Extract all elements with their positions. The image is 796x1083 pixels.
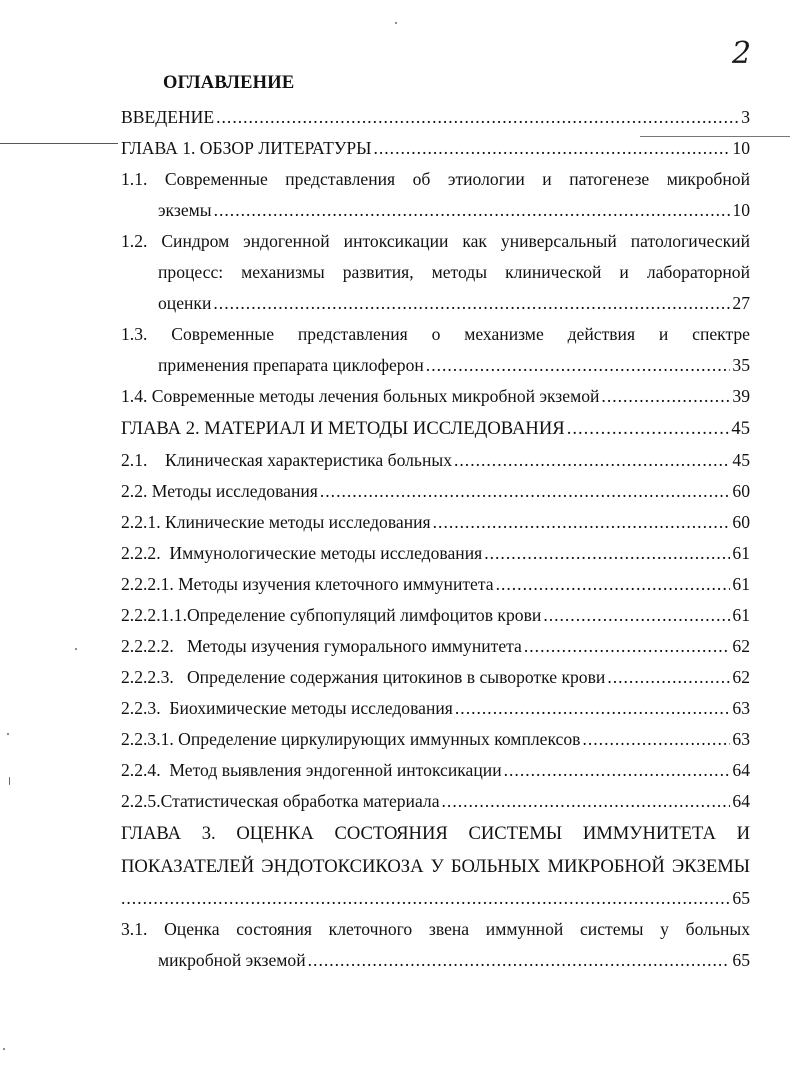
- toc-leader-dots: [320, 476, 731, 507]
- toc-leader-dots: [454, 445, 730, 476]
- toc-entry-text: 2.2.2.2. Методы изучения гуморального иммунитета: [121, 636, 522, 656]
- scan-artifact-speck: [75, 648, 77, 650]
- toc-entry-page: 60: [732, 481, 750, 501]
- toc-entry-page: 64: [732, 760, 750, 780]
- toc-entry-text-line: применения препарата циклоферон: [158, 355, 424, 375]
- toc-entry-text-line: ПОКАЗАТЕЛЕЙ ЭНДОТОКСИКОЗА У БОЛЬНЫХ МИКРОБНОЙ ЭКЗЕМЫ: [121, 856, 750, 877]
- toc-entry-2-2-4: [121, 755, 750, 786]
- toc-entry-2-2-3-1: [121, 724, 750, 755]
- toc-entry-text: 2.2.4. Метод выявления эндогенной интоксикации: [121, 760, 502, 780]
- toc-entry-page: 35: [732, 355, 750, 375]
- toc-entry-page: 64: [732, 791, 750, 811]
- table-of-contents: [121, 102, 750, 976]
- toc-entry-2-2-1: [121, 507, 750, 538]
- toc-leader-dots: [543, 600, 730, 631]
- scan-artifact-speck: [3, 1048, 5, 1050]
- toc-entry-text-line: ГЛАВА 3. ОЦЕНКА СОСТОЯНИЯ СИСТЕМЫ ИММУНИТЕТА И: [121, 823, 750, 844]
- toc-entry-text-line: процесс: механизмы развития, методы клинической и лабораторной: [158, 262, 750, 282]
- toc-entry-text-line: оценки: [158, 293, 212, 313]
- toc-entry-page: 45: [732, 450, 750, 470]
- toc-entry-page: 39: [732, 386, 750, 406]
- toc-entry-2-1: [121, 445, 750, 476]
- toc-leader-dots: [601, 381, 730, 412]
- toc-leader-dots: [121, 883, 730, 914]
- toc-entry-page: 27: [732, 293, 750, 313]
- toc-leader-dots: [442, 786, 731, 817]
- toc-entry-1-2: [121, 226, 750, 319]
- toc-leader-dots: [484, 538, 730, 569]
- toc-entry-page: 45: [731, 418, 750, 439]
- toc-entry-2-2-2-2: [121, 631, 750, 662]
- toc-entry-page: 62: [732, 636, 750, 656]
- toc-entry-text-line: 1.3. Современные представления о механизме действия и спектре: [121, 324, 750, 344]
- toc-entry-page: 60: [732, 512, 750, 532]
- toc-entry-2-2-5: [121, 786, 750, 817]
- toc-leader-dots: [567, 412, 730, 445]
- toc-leader-dots: [607, 662, 730, 693]
- toc-entry-page: 65: [732, 888, 750, 908]
- toc-entry-text: 2.2.2.3. Определение содержания цитокинов в сыворотке крови: [121, 667, 606, 687]
- toc-entry-text: 2.1. Клиническая характеристика больных: [121, 450, 452, 470]
- scan-artifact-speck: [7, 733, 9, 735]
- toc-leader-dots: [216, 102, 739, 133]
- toc-entry-page: 61: [732, 605, 750, 625]
- toc-entry-1-3: [121, 319, 750, 381]
- toc-entry-text: 2.2.3.1. Определение циркулирующих иммунных комплексов: [121, 729, 581, 749]
- toc-leader-dots: [214, 195, 731, 226]
- toc-entry-chapter-2: [121, 412, 750, 445]
- toc-entry-text: 2.2.2.1. Методы изучения клеточного иммунитета: [121, 574, 494, 594]
- toc-entry-2-2-2-1-1: [121, 600, 750, 631]
- page-title: ОГЛАВЛЕНИЕ: [163, 73, 295, 93]
- toc-entry-chapter-1: [121, 133, 750, 164]
- toc-entry-text-line: микробной экземой: [158, 950, 306, 970]
- toc-entry-2-2-3: [121, 693, 750, 724]
- toc-leader-dots: [455, 693, 731, 724]
- toc-leader-dots: [582, 724, 730, 755]
- toc-entry-2-2-2-3: [121, 662, 750, 693]
- toc-entry-text: 2.2.2.1.1.Определение субпопуляций лимфоцитов крови: [121, 605, 542, 625]
- toc-entry-text: ВВЕДЕНИЕ: [121, 107, 215, 127]
- toc-entry-2-2-2: [121, 538, 750, 569]
- toc-entry-text: 2.2. Методы исследования: [121, 481, 318, 501]
- handwritten-page-number: 2: [732, 36, 752, 71]
- toc-entry-3-1: [121, 914, 750, 976]
- toc-entry-page: 62: [732, 667, 750, 687]
- toc-entry-page: 3: [741, 107, 750, 127]
- scan-artifact-speck: [9, 777, 10, 785]
- toc-entry-page: 63: [732, 729, 750, 749]
- toc-entry-chapter-3: [121, 817, 750, 914]
- toc-entry-text: 2.2.5.Статистическая обработка материала: [121, 791, 440, 811]
- toc-entry-text: 2.2.3. Биохимические методы исследования: [121, 698, 453, 718]
- toc-leader-dots: [504, 755, 731, 786]
- toc-leader-dots: [524, 631, 731, 662]
- toc-leader-dots: [213, 288, 730, 319]
- toc-entry-text: ГЛАВА 2. МАТЕРИАЛ И МЕТОДЫ ИССЛЕДОВАНИЯ: [121, 418, 565, 439]
- toc-leader-dots: [426, 350, 731, 381]
- toc-entry-text-line: экземы: [158, 200, 212, 220]
- toc-entry-introduction: [121, 102, 750, 133]
- toc-entry-text-line: 3.1. Оценка состояния клеточного звена иммунной системы у больных: [121, 919, 750, 939]
- toc-entry-2-2: [121, 476, 750, 507]
- toc-entry-1-4: [121, 381, 750, 412]
- toc-entry-page: 10: [732, 138, 750, 158]
- toc-entry-page: 10: [732, 200, 750, 220]
- toc-entry-text: 1.4. Современные методы лечения больных микробной экземой: [121, 386, 600, 406]
- toc-leader-dots: [308, 945, 731, 976]
- toc-entry-text: ГЛАВА 1. ОБЗОР ЛИТЕРАТУРЫ: [121, 138, 372, 158]
- scan-artifact-line: [0, 143, 118, 144]
- scan-artifact-speck: [395, 22, 397, 24]
- toc-entry-page: 65: [732, 950, 750, 970]
- toc-entry-text: 2.2.2. Иммунологические методы исследования: [121, 543, 483, 563]
- toc-entry-page: 61: [732, 543, 750, 563]
- toc-leader-dots: [373, 133, 730, 164]
- toc-entry-text-line: 1.2. Синдром эндогенной интоксикации как универсальный патологический: [121, 231, 750, 251]
- toc-leader-dots: [433, 507, 731, 538]
- toc-entry-text: 2.2.1. Клинические методы исследования: [121, 512, 431, 532]
- toc-entry-text-line: 1.1. Современные представления об этиологии и патогенезе микробной: [121, 169, 750, 189]
- toc-leader-dots: [496, 569, 731, 600]
- toc-entry-page: 61: [732, 574, 750, 594]
- toc-entry-2-2-2-1: [121, 569, 750, 600]
- toc-entry-1-1: [121, 164, 750, 226]
- toc-entry-page: 63: [732, 698, 750, 718]
